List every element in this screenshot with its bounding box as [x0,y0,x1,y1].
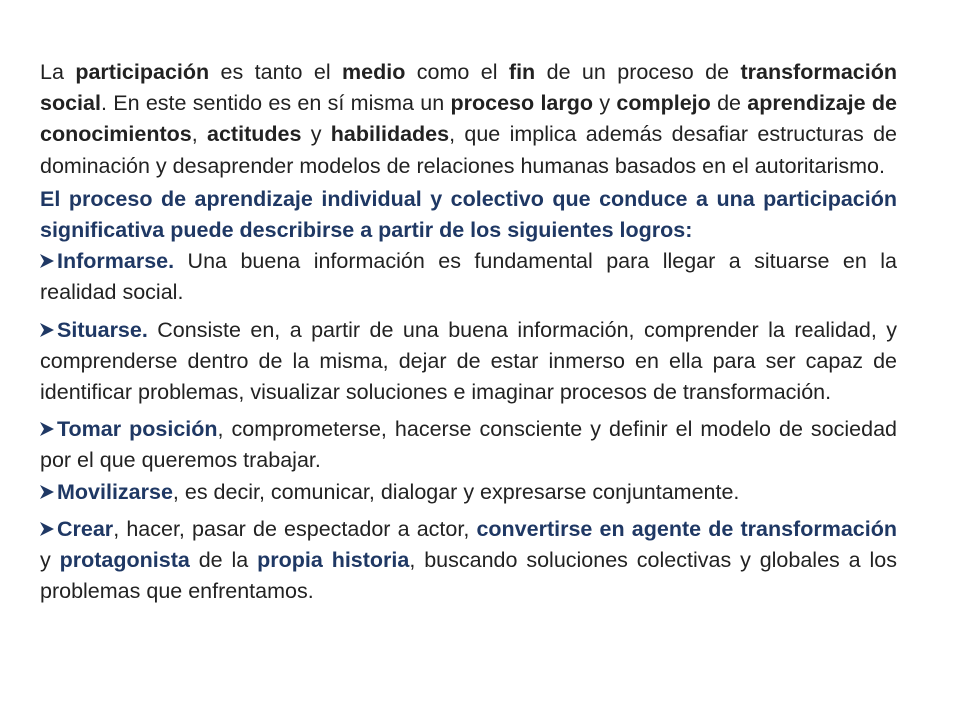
highlight-term: propia historia [257,548,410,573]
arrow-bullet-icon [40,485,54,499]
text-run: La [40,60,76,84]
item-text: Consiste en, a partir de una buena información, comprender la realidad, y comprenderse dentro de la misma, dejar de estar inmerso en ella para ser capaz de identificar problemas, visualizar soluciones e imaginar procesos de transformación. [40,317,897,405]
list-item-movilizarse [40,477,897,508]
item-text: , es decir, comunicar, dialogar y expresarse conjuntamente. [172,479,740,504]
paragraph-participation [40,57,897,182]
bold-term: transformación social [40,60,897,116]
text-run: es tanto el [209,60,343,84]
item-title: Informarse. [57,249,175,274]
item-title: Situarse. [57,317,148,342]
bold-term: aprendizaje de conocimientos [40,91,897,147]
text-run: de un proceso de [535,60,741,84]
text-run: como el [405,60,509,84]
slide-body [40,57,897,607]
list-item-informarse [40,246,897,308]
text-run: y [593,91,617,116]
highlight-term: protagonista [59,548,190,573]
highlight-term: convertirse en agente de transformación [476,516,897,541]
list-item-tomar-posicion [40,414,897,476]
text-run: , [191,122,208,147]
list-item-situarse [40,315,897,409]
item-title: Crear [57,516,114,541]
list-item-crear [40,514,897,608]
item-text: y [40,548,60,573]
item-title: Tomar posición [57,417,218,442]
item-title: Movilizarse [57,479,173,504]
bold-term: habilidades [330,122,450,147]
bold-term: fin [508,60,536,84]
text-run: de [710,91,748,116]
item-text: de la [189,548,258,573]
item-text: , hacer, pasar de espectador a actor, [113,516,477,541]
arrow-bullet-icon [40,422,54,436]
text-run: . En este sentido es en sí misma un [100,91,451,116]
item-text: , buscando soluciones colectivas y globales a los problemas que enfrentamos. [40,548,897,604]
arrow-bullet-icon [40,323,54,337]
item-text: Una buena información es fundamental para llegar a situarse en la realidad social. [40,249,897,305]
bold-term: complejo [616,91,711,116]
bold-term: participación [75,60,210,84]
text-run: y [301,122,331,147]
arrow-bullet-icon [40,522,54,536]
bold-term: proceso largo [450,91,594,116]
bold-term: actitudes [207,122,302,147]
intro-heading: El proceso de aprendizaje individual y colectivo que conduce a una participación significativa puede describirse a partir de los siguientes logros: [40,186,897,243]
text-run: , que implica además desafiar estructuras de dominación y desaprender modelos de relaciones humanas basados en el autoritarismo. [40,122,897,178]
bold-term: medio [342,60,406,84]
arrow-bullet-icon [40,254,54,268]
item-text: , comprometerse, hacerse consciente y definir el modelo de sociedad por el que queremos trabajar. [40,417,897,473]
